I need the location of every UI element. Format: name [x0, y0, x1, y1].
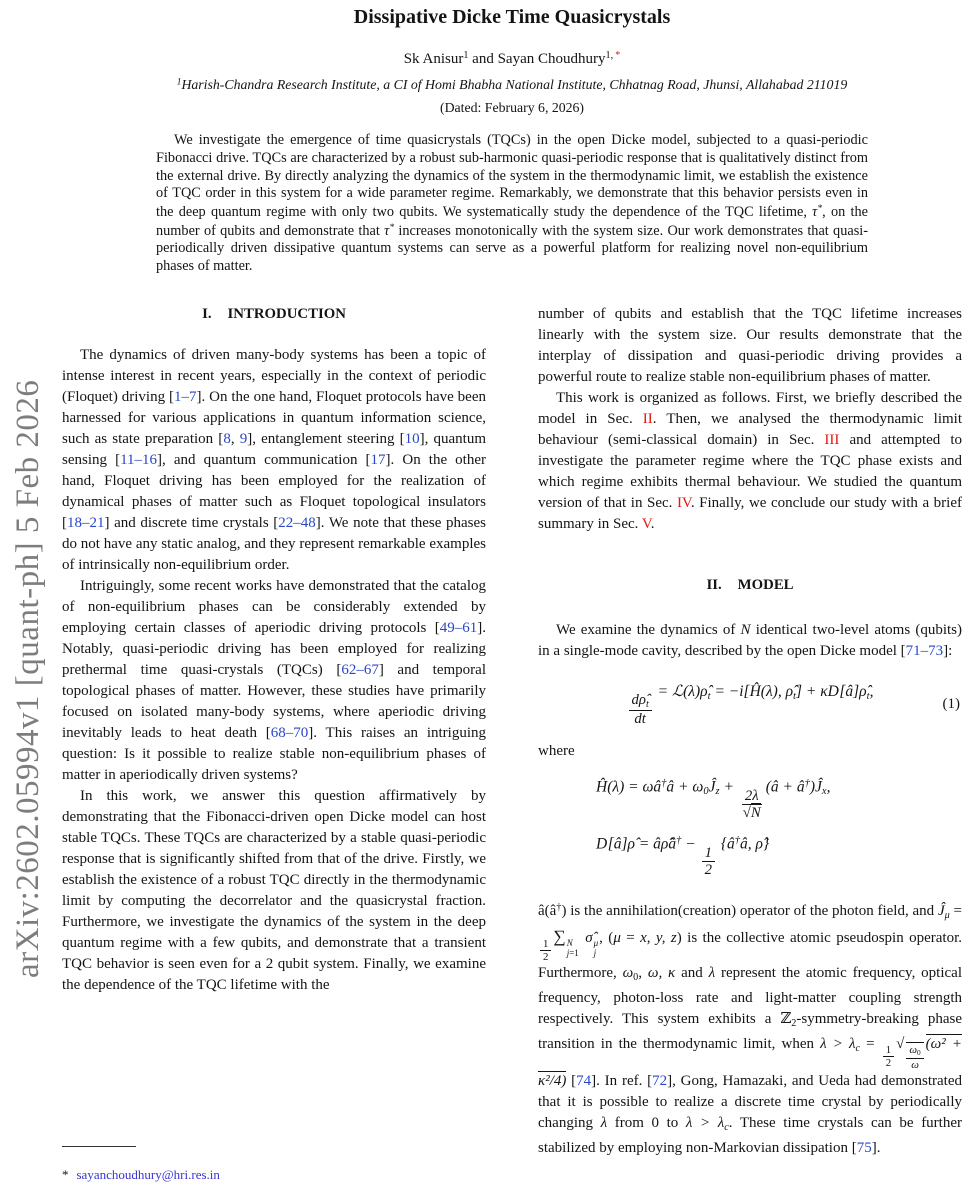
- text-span: ]. In ref. [: [591, 1072, 653, 1089]
- equation-1-body: [627, 682, 874, 728]
- text-span: =1: [569, 948, 579, 959]
- text-span: [â]ρ̂ = âρ̂â: [607, 835, 677, 853]
- footnote-marker: *: [62, 1166, 69, 1182]
- text-span: σ̂: [579, 929, 593, 946]
- text-span: Ĵ: [937, 902, 945, 919]
- text-span: j: [566, 948, 570, 959]
- text-span: −: [681, 835, 700, 853]
- text-span: . Finally, we conclude our study with a brief summary in Sec.: [538, 494, 962, 532]
- text-span: 0: [703, 786, 709, 798]
- hamiltonian-dissipator-equations: [538, 778, 962, 879]
- citation-link[interactable]: 75: [856, 1139, 872, 1156]
- citation-link[interactable]: 72: [652, 1072, 668, 1089]
- text-span: increases monotonically with the system size. Our work demonstrates that quasi-periodically driven dissipative quantum systems can serve as a powerful platform for realizing novel non-equilibrium phases of matter.: [156, 222, 868, 274]
- text-span: + κ: [802, 682, 828, 700]
- text-span: 1: [543, 938, 549, 951]
- text-span: 2: [543, 951, 549, 964]
- date-line: (Dated: February 6, 2026): [439, 100, 585, 116]
- text-span: [883, 1044, 894, 1069]
- text-span: ]. We note that these phases do not have any static analog, and they represent remarkable examples of intrinsically non-equilibrium order.: [62, 514, 486, 573]
- text-span: ω, κ: [647, 965, 676, 982]
- text-span: D: [827, 682, 840, 700]
- text-span: †: [734, 835, 741, 847]
- page-content: [62, 0, 962, 1189]
- text-span: D: [596, 835, 608, 853]
- text-span: ] and temporal topological phases of matter. However, these studies have primarily focused on isolated many-body systems, where aperiodic driving inevitably leads to heat death [: [62, 661, 486, 741]
- text-span: c: [855, 1042, 861, 1054]
- citation-link[interactable]: 11–16: [120, 451, 158, 468]
- text-span: This work is organized as follows. First, we briefly described the model in Sec.: [538, 389, 962, 427]
- text-span: identical two-level atoms (qubits) in a single-mode cavity, described by the open Dicke model [: [538, 621, 962, 659]
- text-span: ]. This raises an intriguing question: Is it possible to realize stable non-equilibrium phases of matter in aperiodically driven systems?: [62, 724, 486, 783]
- section-heading-introduction: [62, 306, 486, 323]
- paragraph: [538, 620, 962, 662]
- left-column: [62, 304, 486, 1189]
- text-span: 1: [704, 844, 712, 861]
- text-span: [: [743, 682, 750, 700]
- text-span: ]. On the other hand, Floquet driving has been employed for the realization of dynamical phases of matter such as Floquet topological insulators [: [62, 451, 486, 531]
- text-span: ,: [869, 682, 874, 700]
- text-span: ω: [909, 1044, 917, 1057]
- text-span: ]. Notably, quasi-periodic driving has been employed for realizing prethermal time quasi-crystals (TQCs) [: [62, 619, 486, 678]
- text-span: 1: [463, 50, 469, 61]
- text-span: λ: [708, 965, 716, 982]
- text-span: √: [742, 804, 751, 821]
- section-number: II.: [706, 576, 722, 593]
- introduction-text-continued: [538, 304, 962, 535]
- text-span: .: [650, 515, 655, 532]
- citation-link[interactable]: 49–61: [439, 619, 478, 636]
- text-span: =: [860, 1035, 881, 1052]
- text-span: , (: [599, 929, 614, 946]
- text-span: ω: [911, 1058, 919, 1071]
- text-span: {â: [716, 835, 735, 853]
- author-footnote-star[interactable]: *: [615, 50, 621, 61]
- text-span: [â]ρ̂: [839, 682, 867, 700]
- text-span: μ: [944, 909, 950, 921]
- text-span: τ: [384, 222, 390, 239]
- text-span: )Ĵ: [809, 778, 822, 796]
- text-span: ) is the annihilation(creation) operator of the photon field, and: [561, 902, 938, 919]
- text-span: ) is the collective atomic pseudospin operator. Furthermore,: [538, 929, 963, 982]
- text-span: z: [715, 786, 720, 798]
- section-ref-link[interactable]: IV: [676, 494, 691, 511]
- text-span: (â + â: [765, 778, 805, 796]
- abstract: [156, 132, 868, 275]
- page-title: Dissipative Dicke Time Quasicrystals: [353, 6, 671, 28]
- text-span: τ: [812, 203, 818, 220]
- text-span: *: [389, 221, 395, 233]
- text-span: = ℒ(λ)ρ̂: [653, 682, 708, 700]
- text-span: Sk Anisur: [403, 51, 464, 68]
- text-span: [740, 788, 764, 822]
- text-span: 2: [704, 862, 712, 879]
- text-span: *: [817, 202, 823, 214]
- paragraph: [538, 897, 962, 1159]
- citation-link[interactable]: 71–73: [905, 642, 944, 659]
- text-span: ∑: [553, 926, 566, 946]
- text-span: +: [719, 778, 738, 796]
- text-span: t: [645, 698, 649, 710]
- paragraph: [538, 388, 962, 535]
- text-span: μ: [593, 937, 599, 948]
- authors-line: [62, 50, 962, 68]
- text-span: [629, 692, 652, 727]
- text-span: [702, 845, 715, 879]
- text-span: x, y, z: [640, 929, 677, 946]
- text-span: [567, 938, 579, 959]
- text-span: ]:: [943, 642, 953, 659]
- text-span: 1,: [605, 50, 616, 61]
- text-span: from 0 to: [607, 1114, 686, 1131]
- text-span: ]. On the one hand, Floquet protocols have been harnessed for various applications in quantum information science, such as state preparation [: [62, 388, 486, 447]
- section-heading-model: [538, 577, 962, 594]
- model-text-continued: [538, 897, 962, 1159]
- text-span: [594, 938, 599, 959]
- text-span: N: [566, 937, 573, 948]
- text-span: x: [821, 786, 827, 798]
- text-span: ω: [622, 965, 634, 982]
- text-span: (ω² + κ²/4): [538, 1035, 962, 1089]
- text-span: N: [740, 621, 751, 638]
- citation-link[interactable]: 22–48: [278, 514, 316, 531]
- text-span: t: [866, 690, 870, 702]
- section-number: I.: [202, 305, 212, 322]
- text-span: t: [793, 690, 796, 702]
- text-span: and Sayan Choudhury: [468, 51, 606, 68]
- text-span: . Then, we analysed the thermodynamic limit behaviour (semi-classical domain) in Sec.: [538, 410, 962, 448]
- text-span: √: [896, 1035, 905, 1052]
- right-column: [538, 304, 962, 1189]
- citation-link[interactable]: 9: [239, 430, 248, 447]
- text-span: We examine the dynamics of: [556, 621, 741, 638]
- text-span: ], quantum sensing [: [62, 430, 486, 468]
- text-span: 2λ: [744, 787, 759, 804]
- text-span: represent the atomic frequency, optical frequency, photon-loss rate and light-matter coupling strength respectively. This system exhibits a ℤ: [538, 965, 962, 1028]
- text-span: The dynamics of driven many-body systems has been a topic of intense interest in recent years, especially in the context of periodic (Floquet) driving [: [62, 346, 486, 405]
- text-span: = −i: [710, 682, 744, 700]
- text-span: †: [661, 778, 667, 790]
- two-column-body: [62, 304, 962, 1189]
- text-span: †: [676, 835, 682, 847]
- section-ref-link[interactable]: III: [824, 431, 840, 448]
- text-span: 2: [791, 1017, 797, 1029]
- citation-link[interactable]: 1–7: [173, 388, 197, 405]
- dissipator-equation: [596, 835, 769, 878]
- footnote-area: [62, 1146, 486, 1189]
- text-span: dt: [634, 710, 646, 727]
- text-span: [540, 938, 551, 963]
- citation-link[interactable]: 62–67: [341, 661, 379, 678]
- text-span: â + ω: [666, 778, 704, 796]
- text-span: â, ρ̂}: [740, 835, 770, 853]
- text-span: 1: [885, 1044, 892, 1057]
- citation-link[interactable]: 18–21: [67, 514, 105, 531]
- text-span: , on the number of qubits and demonstrate that: [156, 203, 868, 239]
- citation-link[interactable]: 8: [223, 430, 231, 447]
- text-span: 0: [917, 1048, 921, 1058]
- text-span: 1: [176, 77, 182, 88]
- text-span: We investigate the emergence of time quasicrystals (TQCs) in the open Dicke model, subjected to a quasi-periodic Fibonacci drive. TQCs are characterized by a robust sub-harmonic quasi-periodic response that is qualitatively distinct from the external drive. By directly analyzing the dynamics of the system in the thermodynamic limit, we establish the existence of TQC order in this system for a wide parameter regime. Remarkably, we demonstrate that this behavior persists even in the deep quantum regime with only two qubits. We systematically study the dependence of the TQC lifetime,: [156, 132, 868, 220]
- equation-1-number: (1): [942, 695, 960, 712]
- text-span: †: [556, 901, 562, 913]
- text-span: λ > λ: [820, 1035, 856, 1052]
- arxiv-banner: arXiv:2602.05994v1 [quant-ph] 5 Feb 2026: [10, 379, 46, 978]
- text-span: â(â: [538, 902, 557, 919]
- where-label: where: [538, 743, 575, 760]
- text-span: 0: [633, 972, 639, 984]
- citation-link[interactable]: 10: [404, 430, 420, 447]
- citation-link[interactable]: 74: [576, 1072, 592, 1089]
- citation-link[interactable]: 68–70: [270, 724, 309, 741]
- text-span: =: [620, 929, 641, 946]
- email-link[interactable]: sayanchoudhury@hri.res.in: [76, 1166, 220, 1182]
- paragraph: [62, 786, 486, 996]
- section-title: INTRODUCTION: [227, 305, 346, 322]
- text-span: [906, 1042, 923, 1070]
- hamiltonian-equation: [596, 778, 830, 821]
- text-span: †: [804, 778, 810, 790]
- text-span: -symmetry-breaking phase transition in the thermodynamic limit, when: [538, 1011, 962, 1052]
- text-span: ], and quantum communication [: [157, 451, 371, 468]
- text-span: dρ̂: [631, 691, 646, 708]
- citation-link[interactable]: 17: [370, 451, 386, 468]
- text-span: 2: [885, 1057, 892, 1070]
- section-title: MODEL: [737, 576, 794, 593]
- text-span: ] and discrete time crystals [: [104, 514, 279, 531]
- text-span: ,: [638, 965, 648, 982]
- text-span: Ĥ(λ), ρ̂: [749, 682, 794, 700]
- text-span: ,: [826, 778, 831, 796]
- text-span: ,: [230, 430, 240, 447]
- model-text: [538, 620, 962, 662]
- text-span: ].: [871, 1139, 881, 1156]
- affiliation-line: [62, 77, 962, 93]
- text-span: ], Gong, Hamazaki, and Ueda had demonstrated that it is possible to realize a discrete time crystal by periodically changing: [538, 1072, 962, 1131]
- text-span: μ: [613, 929, 621, 946]
- equation-1: [538, 682, 962, 728]
- text-span: ]: [795, 682, 802, 700]
- text-span: Ĥ(λ) = ωâ: [596, 778, 662, 796]
- text-span: λ: [600, 1114, 608, 1131]
- text-span: number of qubits and establish that the TQC lifetime increases linearly with the system size. Our results demonstrate that the interplay of dissipation and quasi-periodic driving provides a powerful route to realize stable non-equilibrium phases of matter.: [538, 305, 962, 385]
- text-span: j: [593, 948, 597, 959]
- text-span: and attempted to investigate the parameter regime where the TQC phase exists and which regime exhibits thermal behaviour. We studied the quantum version of that in Sec.: [538, 431, 963, 511]
- text-span: ], entanglement steering [: [247, 430, 405, 447]
- text-span: =: [949, 902, 962, 919]
- footnote: [62, 1167, 486, 1183]
- text-span: and: [675, 965, 709, 982]
- text-span: λ > λ: [685, 1114, 725, 1131]
- section-ref-link[interactable]: V: [641, 515, 651, 532]
- text-span: c: [724, 1121, 729, 1133]
- text-span: . These time crystals can be further stabilized by employing non-Markovian dissipation [: [538, 1114, 963, 1156]
- text-span: N: [750, 804, 761, 821]
- text-span: In this work, we answer this question affirmatively by demonstrating that the Fibonacci-driven open Dicke model can host stable TQCs. These TQCs are characterized by a stable quasi-periodic response that is significantly shifted from that of the drive. Firstly, we establish the existence of a robust TQC directly in the thermodynamic limit by computing the decorrelator and the quasicrystal fraction. Furthermore, we investigate the dynamics of the system in the deep quantum regime with a few qubits, and demonstrate that a transient TQC behavior is seen even for a 2 qubit system. Finally, we examine the dependence of the TQC lifetime with the: [62, 787, 486, 993]
- text-span: Ĵ: [708, 778, 716, 796]
- text-span: t: [707, 690, 711, 702]
- section-ref-link[interactable]: II: [642, 410, 653, 427]
- paragraph: [62, 576, 486, 786]
- text-span: [: [566, 1072, 577, 1089]
- introduction-text: [62, 345, 486, 996]
- paragraph: [62, 345, 486, 576]
- text-span: Harish-Chandra Research Institute, a CI of Homi Bhabha National Institute, Chhatnag Road, Jhunsi, Allahabad 211019: [181, 77, 848, 93]
- text-span: Intriguingly, some recent works have demonstrated that the catalog of non-equilibrium phases can be considerably extended by employing certain classes of aperiodic driving protocols [: [62, 577, 486, 636]
- paragraph: [538, 304, 962, 388]
- footnote-rule: [62, 1146, 136, 1147]
